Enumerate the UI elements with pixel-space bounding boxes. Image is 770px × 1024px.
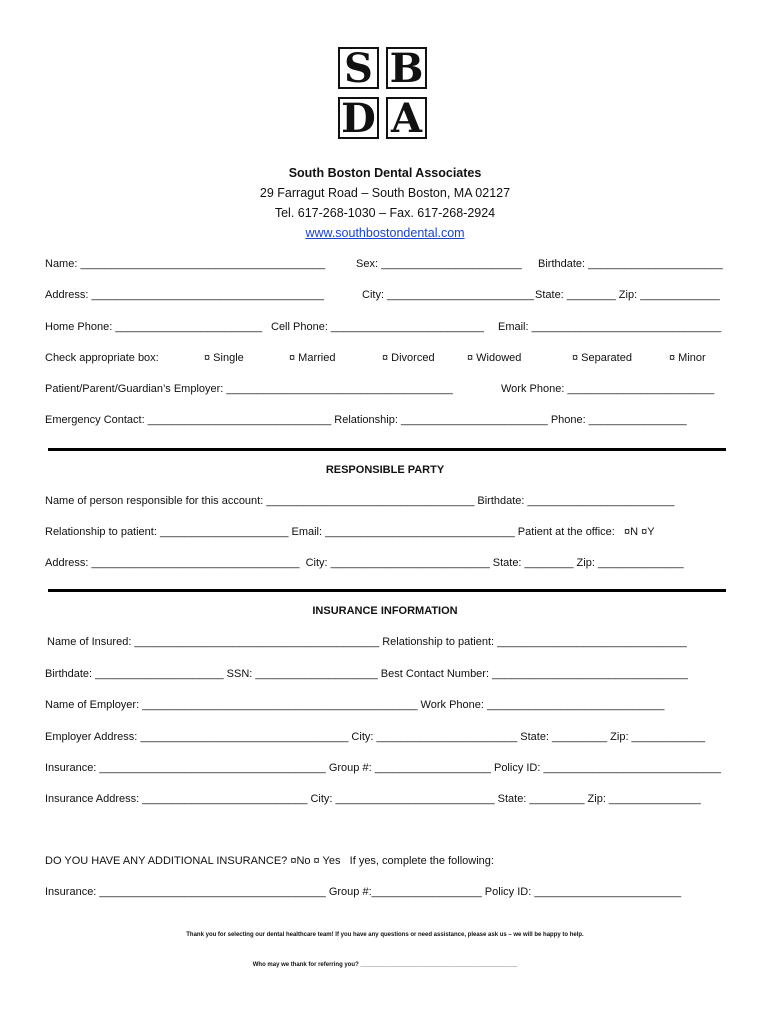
patient-name-field[interactable]: Name: ________________________________________ (45, 258, 326, 270)
insurance-title: INSURANCE INFORMATION (312, 605, 458, 617)
checkbox-separated[interactable]: ¤ Separated (572, 352, 632, 364)
additional-insurance-field[interactable]: Insurance: _____________________________________ Group #:__________________ Policy ID: ________________________ (45, 886, 682, 898)
thank-you-note: Thank you for selecting our dental healthcare team! If you have any questions or need assistance, please ask us – we will be happy to help. (186, 932, 584, 938)
checkbox-divorced[interactable]: ¤ Divorced (382, 352, 435, 364)
responsible-party-title: RESPONSIBLE PARTY (325, 464, 445, 476)
checkbox-married[interactable]: ¤ Married (289, 352, 336, 364)
responsible-relationship-field[interactable]: Relationship to patient: _____________________ Email: _______________________________ Patient at the office: ¤N ¤Y (45, 526, 655, 538)
section-divider (48, 448, 726, 451)
practice-phone-fax: Tel. 617-268-1030 – Fax. 617-268-2924 (274, 206, 496, 220)
logo-letter-s: S (338, 47, 379, 89)
checkbox-single[interactable]: ¤ Single (204, 352, 244, 364)
website-link[interactable]: www.southbostondental.com (305, 226, 465, 240)
checkbox-minor[interactable]: ¤ Minor (669, 352, 706, 364)
patient-birthdate-field[interactable]: Birthdate: ______________________ (538, 258, 723, 270)
practice-address: 29 Farragut Road – South Boston, MA 02127 (259, 186, 511, 200)
insured-birthdate-field[interactable]: Birthdate: _____________________ SSN: ____________________ Best Contact Number: ________________________________ (45, 668, 688, 680)
employer-field[interactable]: Patient/Parent/Guardian’s Employer: _____________________________________ (45, 383, 453, 395)
practice-website (0, 226, 770, 240)
insured-name-field[interactable]: Name of Insured: ________________________________________ Relationship to patient: _______________________________ (47, 636, 687, 648)
insurance-company-field[interactable]: Insurance: _____________________________________ Group #: ___________________ Policy ID: _____________________________ (45, 762, 721, 774)
marital-status-label: Check appropriate box: (45, 352, 159, 364)
logo-letter-d: D (338, 97, 379, 139)
home-phone-field[interactable]: Home Phone: ________________________ (45, 321, 263, 333)
logo-letter-a: A (386, 97, 427, 139)
sbda-logo (338, 47, 430, 143)
email-field[interactable]: Email: _______________________________ (498, 321, 722, 333)
additional-insurance-question[interactable]: DO YOU HAVE ANY ADDITIONAL INSURANCE? ¤No ¤ Yes If yes, complete the following: (45, 855, 494, 867)
referral-field[interactable]: Who may we thank for referring you? _______________________________________________ (252, 962, 518, 968)
cell-phone-field[interactable]: Cell Phone: _________________________ (271, 321, 484, 333)
checkbox-widowed[interactable]: ¤ Widowed (467, 352, 522, 364)
patient-sex-field[interactable]: Sex: _______________________ (356, 258, 522, 270)
work-phone-field[interactable]: Work Phone: ________________________ (501, 383, 715, 395)
insured-employer-field[interactable]: Name of Employer: _____________________________________________ Work Phone: _____________________________ (45, 699, 665, 711)
patient-address-field[interactable]: Address: ______________________________________ (45, 289, 324, 301)
patient-city-field[interactable]: City: ________________________ (362, 289, 534, 301)
logo-letter-b: B (386, 47, 427, 89)
employer-address-field[interactable]: Employer Address: __________________________________ City: _______________________ State: _________ Zip: ____________ (45, 731, 705, 743)
patient-state-zip-field[interactable]: State: ________ Zip: _____________ (535, 289, 720, 301)
responsible-name-field[interactable]: Name of person responsible for this account: __________________________________ Birthdate: ________________________ (45, 495, 675, 507)
emergency-contact-field[interactable]: Emergency Contact: ______________________________ Relationship: ________________________ Phone: ________________ (45, 414, 687, 426)
responsible-address-field[interactable]: Address: __________________________________ City: __________________________ State: ________ Zip: ______________ (45, 557, 684, 569)
practice-name: South Boston Dental Associates (288, 166, 482, 180)
section-divider (48, 589, 726, 592)
insurance-address-field[interactable]: Insurance Address: ___________________________ City: __________________________ State: _________ Zip: _______________ (45, 793, 701, 805)
